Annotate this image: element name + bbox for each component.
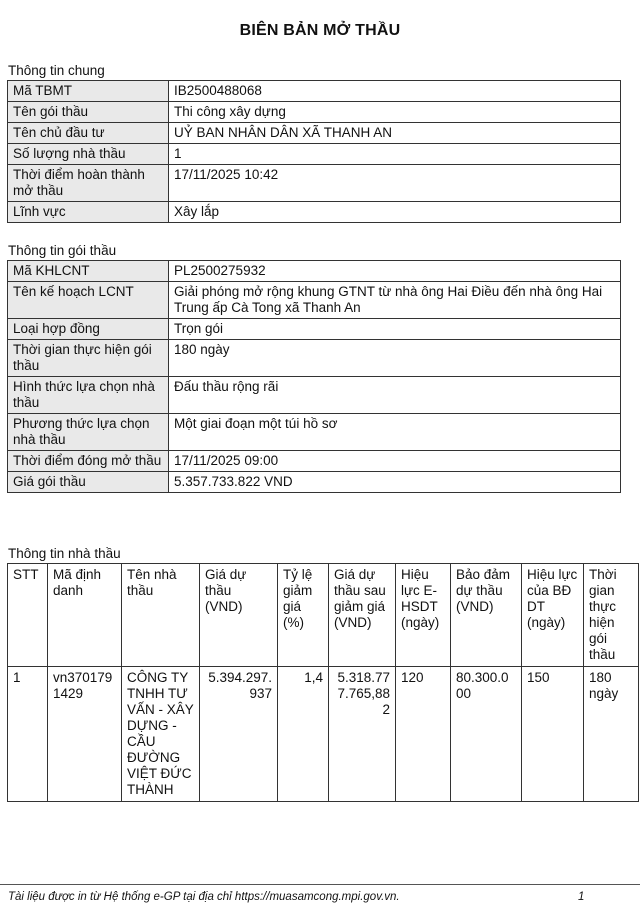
field-label: Mã TBMT bbox=[8, 81, 169, 102]
table-row bbox=[8, 102, 621, 123]
column-header: Thời gian thực hiện gói thầu bbox=[584, 564, 639, 667]
column-header: Bảo đảm dự thầu (VND) bbox=[451, 564, 522, 667]
cell-duration: 180 ngày bbox=[584, 667, 639, 802]
document-title: BIÊN BẢN MỞ THẦU bbox=[239, 22, 401, 39]
field-value: 5.357.733.822 VND bbox=[169, 472, 621, 493]
column-header: Tỷ lệ giảm giá (%) bbox=[278, 564, 329, 667]
cell-stt: 1 bbox=[8, 667, 48, 802]
field-value: UỶ BAN NHÂN DÂN XÃ THANH AN bbox=[169, 123, 621, 144]
column-header: Tên nhà thầu bbox=[122, 564, 200, 667]
field-value: Đấu thầu rộng rãi bbox=[169, 377, 621, 414]
field-label: Thời gian thực hiện gói thầu bbox=[8, 340, 169, 377]
field-value: 180 ngày bbox=[169, 340, 621, 377]
table-header-row bbox=[8, 564, 639, 667]
cell-name: CÔNG TY TNHH TƯ VẤN - XÂY DỰNG - CẦU ĐƯỜNG VIỆT ĐỨC THÀNH bbox=[122, 667, 200, 802]
column-header: Giá dự thầu (VND) bbox=[200, 564, 278, 667]
cell-guarantee: 80.300.000 bbox=[451, 667, 522, 802]
table-row bbox=[8, 319, 621, 340]
footer-text: Tài liệu được in từ Hệ thống e-GP tại địa chỉ https://muasamcong.mpi.gov.vn. bbox=[8, 891, 400, 903]
table-row bbox=[8, 340, 621, 377]
field-label: Mã KHLCNT bbox=[8, 261, 169, 282]
table-row bbox=[8, 472, 621, 493]
table-row bbox=[8, 667, 639, 802]
field-label: Hình thức lựa chọn nhà thầu bbox=[8, 377, 169, 414]
field-value: 17/11/2025 09:00 bbox=[169, 451, 621, 472]
table-row bbox=[8, 261, 621, 282]
cell-validity: 120 bbox=[396, 667, 451, 802]
field-label: Tên chủ đầu tư bbox=[8, 123, 169, 144]
field-label: Loại hợp đồng bbox=[8, 319, 169, 340]
field-label: Thời điểm đóng mở thầu bbox=[8, 451, 169, 472]
table-row bbox=[8, 144, 621, 165]
table-row bbox=[8, 165, 621, 202]
field-label: Tên kế hoạch LCNT bbox=[8, 282, 169, 319]
column-header: STT bbox=[8, 564, 48, 667]
column-header: Mã định danh bbox=[48, 564, 122, 667]
field-value: Thi công xây dựng bbox=[169, 102, 621, 123]
field-label: Thời điểm hoàn thành mở thầu bbox=[8, 165, 169, 202]
table-row bbox=[8, 202, 621, 223]
footer-divider bbox=[0, 884, 640, 885]
column-header: Giá dự thầu sau giảm giá (VND) bbox=[329, 564, 396, 667]
section-package-heading: Thông tin gói thầu bbox=[8, 243, 117, 258]
section-contractors-heading: Thông tin nhà thầu bbox=[8, 546, 121, 561]
cell-bid-price: 5.394.297.937 bbox=[200, 667, 278, 802]
contractors-table bbox=[7, 563, 639, 802]
table-row bbox=[8, 377, 621, 414]
cell-id: vn3701791429 bbox=[48, 667, 122, 802]
table-row bbox=[8, 451, 621, 472]
cell-discount: 1,4 bbox=[278, 667, 329, 802]
field-label: Số lượng nhà thầu bbox=[8, 144, 169, 165]
field-label: Phương thức lựa chọn nhà thầu bbox=[8, 414, 169, 451]
package-info-table bbox=[7, 260, 621, 493]
field-value: IB2500488068 bbox=[169, 81, 621, 102]
table-row bbox=[8, 282, 621, 319]
field-value: Xây lắp bbox=[169, 202, 621, 223]
general-info-table bbox=[7, 80, 621, 223]
field-value: 1 bbox=[169, 144, 621, 165]
field-label: Giá gói thầu bbox=[8, 472, 169, 493]
section-general-heading: Thông tin chung bbox=[8, 63, 105, 78]
cell-guarantee-validity: 150 bbox=[522, 667, 584, 802]
field-label: Lĩnh vực bbox=[8, 202, 169, 223]
table-row bbox=[8, 123, 621, 144]
table-row bbox=[8, 81, 621, 102]
field-value: Một giai đoạn một túi hồ sơ bbox=[169, 414, 621, 451]
field-value: Trọn gói bbox=[169, 319, 621, 340]
field-label: Tên gói thầu bbox=[8, 102, 169, 123]
table-row bbox=[8, 414, 621, 451]
page-number: 1 bbox=[578, 891, 585, 903]
field-value: Giải phóng mở rộng khung GTNT từ nhà ông Hai Điều đến nhà ông Hai Trung ấp Cà Tong xã Thanh An bbox=[169, 282, 621, 319]
cell-price-after-discount: 5.318.777.765,882 bbox=[329, 667, 396, 802]
field-value: 17/11/2025 10:42 bbox=[169, 165, 621, 202]
field-value: PL2500275932 bbox=[169, 261, 621, 282]
column-header: Hiệu lực của BĐ DT (ngày) bbox=[522, 564, 584, 667]
column-header: Hiệu lực E-HSDT (ngày) bbox=[396, 564, 451, 667]
